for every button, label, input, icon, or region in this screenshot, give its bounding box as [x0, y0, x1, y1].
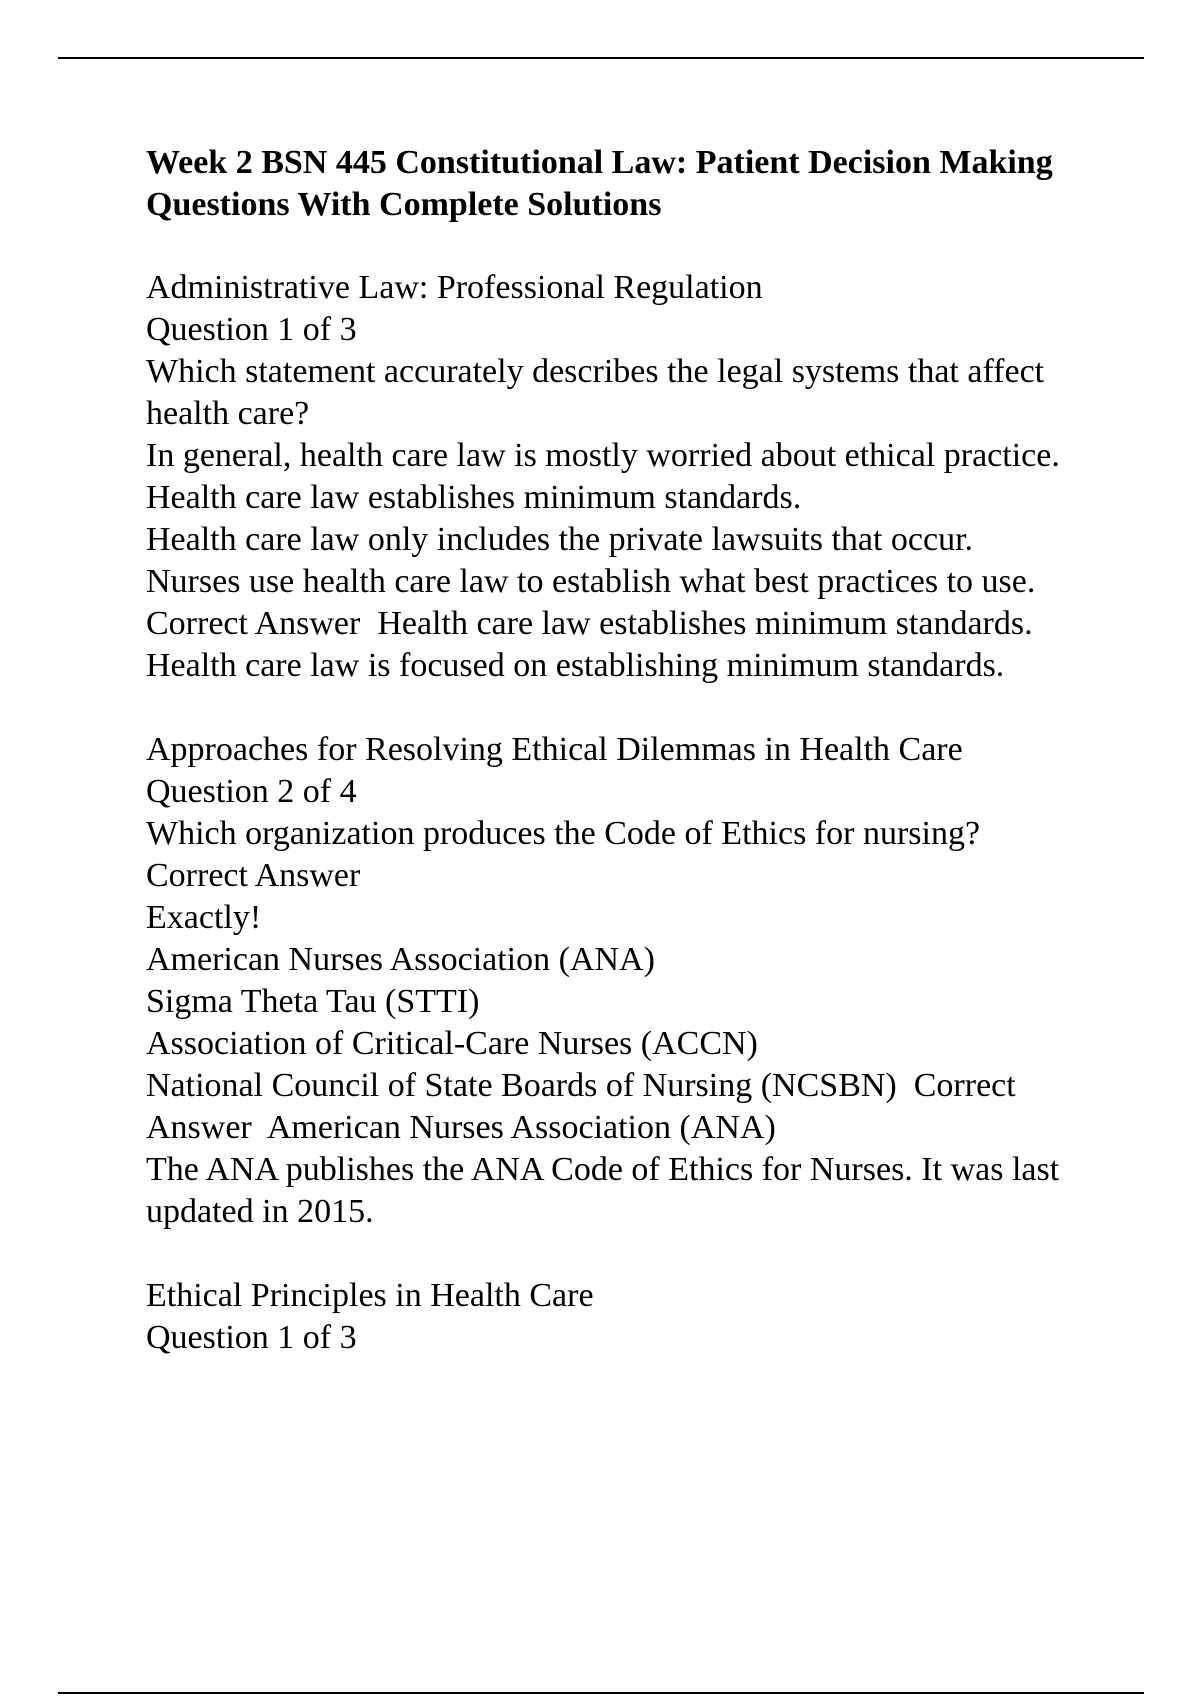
- answer-option: Health care law only includes the private lawsuits that occur.: [146, 521, 974, 558]
- answer-option: Sigma Theta Tau (STTI): [146, 983, 480, 1020]
- result-feedback: Exactly!: [146, 899, 262, 936]
- result-label: Correct Answer: [146, 857, 361, 894]
- section-ethical-principles: [146, 1275, 1096, 1359]
- question-text: Which organization produces the Code of Ethics for nursing?: [146, 815, 981, 852]
- document-body: [146, 142, 1096, 1359]
- bottom-divider: [58, 1692, 1144, 1694]
- answer-option: In general, health care law is mostly worried about ethical practice.: [146, 437, 1060, 474]
- answer-option: Association of Critical-Care Nurses (ACCN): [146, 1025, 758, 1062]
- section-administrative-law: [146, 267, 1096, 687]
- answer-option: Health care law establishes minimum standards.: [146, 479, 802, 516]
- answer-option-with-correct-answer: National Council of State Boards of Nursing (NCSBN) Correct Answer American Nurses Association (ANA): [146, 1067, 1023, 1146]
- section-heading: Ethical Principles in Health Care: [146, 1277, 594, 1314]
- section-ethical-dilemmas: [146, 729, 1096, 1233]
- question-number: Question 2 of 4: [146, 773, 357, 810]
- question-number: Question 1 of 3: [146, 1319, 357, 1356]
- answer-option-with-correct-answer: Nurses use health care law to establish what best practices to use. Correct Answer Health care law establishes minimum standards.: [146, 563, 1053, 642]
- answer-explanation: The ANA publishes the ANA Code of Ethics for Nurses. It was last updated in 2015.: [146, 1151, 1068, 1230]
- answer-explanation: Health care law is focused on establishing minimum standards.: [146, 647, 1005, 684]
- section-heading: Approaches for Resolving Ethical Dilemmas in Health Care: [146, 731, 963, 768]
- top-divider: [58, 57, 1144, 59]
- question-text: Which statement accurately describes the legal systems that affect health care?: [146, 353, 1053, 432]
- answer-option: American Nurses Association (ANA): [146, 941, 655, 978]
- section-heading: Administrative Law: Professional Regulation: [146, 269, 763, 306]
- question-number: Question 1 of 3: [146, 311, 357, 348]
- document-title: Week 2 BSN 445 Constitutional Law: Patient Decision Making Questions With Complete Solutions: [146, 144, 1053, 223]
